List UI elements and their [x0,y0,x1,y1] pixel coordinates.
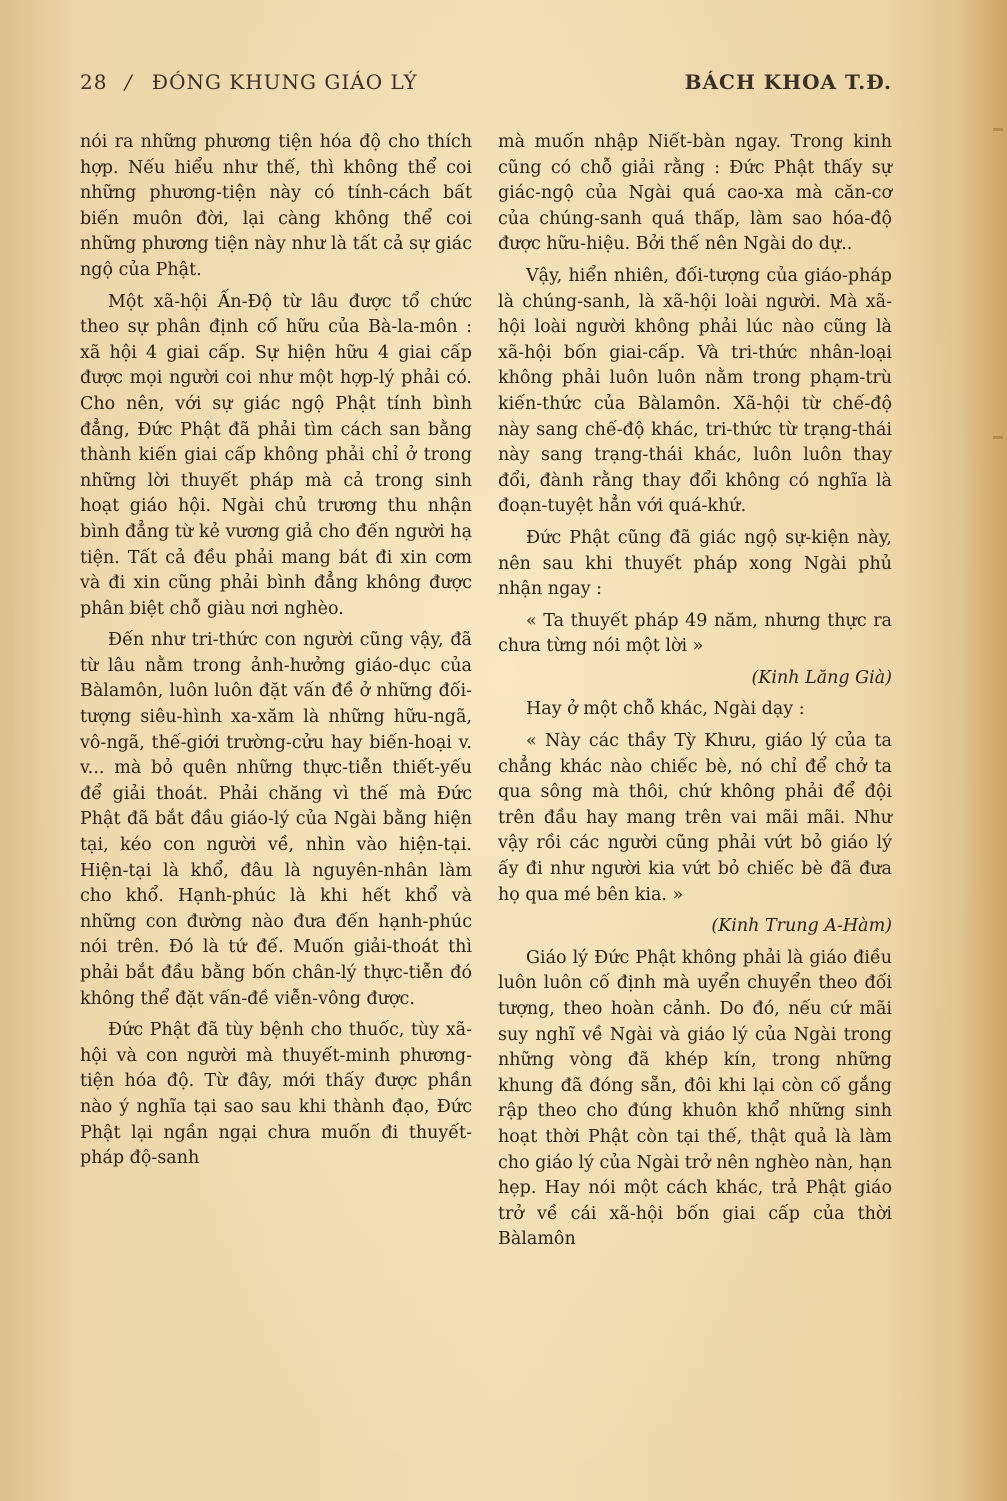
paragraph: Một xã-hội Ấn-Độ từ lâu được tổ chức theo sự phân định cố hữu của Bà-la-môn : xã hội 4 giai cấp. Sự hiện hữu 4 giai cấp được mọi người coi như một hợp-lý phải có. Cho nên, với sự giác ngộ Phật tính bình đẳng, Đức Phật đã phải tìm cách san bằng thành kiến giai cấp không phải chỉ ở trong những lời thuyết pháp mà cả trong sinh hoạt giáo hội. Ngài chủ trương thu nhận bình đẳng từ kẻ vương giả cho đến người hạ tiện. Tất cả đều phải mang bát đi xin cơm và đi xin cũng phải bình đẳng không được phân biệt chỗ giàu nơi nghèo. [80,291,472,619]
quote-source: (Kinh Trung A-Hàm) [711,916,892,937]
quote: « Ta thuyết pháp 49 năm, nhưng thực ra chưa từng nói một lời » [498,610,892,657]
paragraph: Hay ở một chỗ khác, Ngài dạy : [526,699,805,720]
paragraph: Đến như tri-thức con người cũng vậy, đã từ lâu nằm trong ảnh-hưởng giáo-dục của Bàlamôn, luôn luôn đặt vấn đề ở những đối-tượng siêu-hình xa-xăm là những hữu-ngã, vô-ngã, thế-giới trường-cửu hay biến-hoại v. v... mà bỏ quên những thực-tiễn thiết-yếu để giải thoát. Phải chăng vì thế mà Đức Phật đã bắt đầu giáo-lý của Ngài bằng hiện tại, kéo con người về, nhìn vào hiện-tại. Hiện-tại là khổ, đâu là nguyên-nhân làm cho khổ. Hạnh-phúc là khi hết khổ và những con đường nào đưa đến hạnh-phúc nói trên. Đó là tứ đế. Muốn giải-thoát thì phải bắt đầu bằng bốn chân-lý thực-tiễn đó không thể đặt vấn-đề viễn-vông được. [80,630,472,1009]
quote-source: (Kinh Lăng Già) [751,667,892,688]
section-title: ĐÓNG KHUNG GIÁO LÝ [151,70,418,94]
paragraph: Đức Phật cũng đã giác ngộ sự-kiện này, nên sau khi thuyết pháp xong Ngài phủ nhận ngay : [498,527,892,600]
header-left [80,70,418,94]
header-separator: / [124,70,133,94]
paragraph: mà muốn nhập Niết-bàn ngay. Trong kinh cũng có chỗ giải rằng : Đức Phật thấy sự giác-ngộ của Ngài quá cao-xa mà căn-cơ của chúng-sanh quá thấp, làm sao hóa-độ được hữu-hiệu. Bởi thế nên Ngài do dự.. [498,132,892,255]
quote: « Này các thầy Tỳ Khưu, giáo lý của ta chẳng khác nào chiếc bè, nó chỉ để chở ta qua sông mà thôi, chứ không phải để đội trên đầu hay mang trên vai mãi mãi. Như vậy rồi các người cũng phải vứt bỏ giáo lý ấy đi như người kia vứt bỏ chiếc bè đã đưa họ qua mé bên kia. » [498,731,892,905]
magazine-name: BÁCH KHOA T.Đ. [684,70,892,94]
paragraph: Vậy, hiển nhiên, đối-tượng của giáo-pháp là chúng-sanh, là xã-hội loài người. Mà xã-hội loài người không phải lúc nào cũng là xã-hội bốn giai-cấp. Và tri-thức nhân-loại không phải luôn luôn nằm trong phạm-trù kiến-thức của Bàlamôn. Xã-hội từ chế-độ này sang chế-độ khác, tri-thức từ trạng-thái này sang trạng-thái khác, luôn luôn thay đổi, đành rằng thay đổi không có nghĩa là đoạn-tuyệt hẳn với quá-khứ. [498,265,892,517]
page-number: 28 [80,70,108,94]
paragraph: nói ra những phương tiện hóa độ cho thích hợp. Nếu hiểu như thế, thì không thể coi những phương-tiện này có tính-cách bất biến muôn đời, lại càng không thể coi những phương tiện này như là tất cả sự giác ngộ của Phật. [80,132,472,280]
ink-mark [993,128,1003,131]
paragraph: Giáo lý Đức Phật không phải là giáo điều luôn luôn cố định mà uyển chuyển theo đối tượng, theo hoàn cảnh. Do đó, nếu cứ mãi suy nghĩ về Ngài và giáo lý của Ngài trong những vòng đã khép kín, trong những khung đã đóng sẵn, đôi khi lại còn cố gắng rập theo cho đúng khuôn khổ những sinh hoạt thời Phật còn tại thế, thật quả là làm cho giáo lý của Ngài trở nên nghèo nàn, hạn hẹp. Hay nói một cách khác, trả Phật giáo trở về cái xã-hội bốn giai cấp của thời Bàlamôn [498,947,892,1250]
right-column [498,130,892,1259]
left-column [80,130,472,1178]
paragraph: Đức Phật đã tùy bệnh cho thuốc, tùy xã-hội và con người mà thuyết-minh phương-tiện hóa độ. Từ đây, mới thấy được phần nào ý nghĩa tại sao sau khi thành đạo, Đức Phật lại ngần ngại chưa muốn đi thuyết-pháp độ-sanh [80,1020,472,1169]
ink-mark [993,436,1003,439]
page-header [80,70,892,104]
